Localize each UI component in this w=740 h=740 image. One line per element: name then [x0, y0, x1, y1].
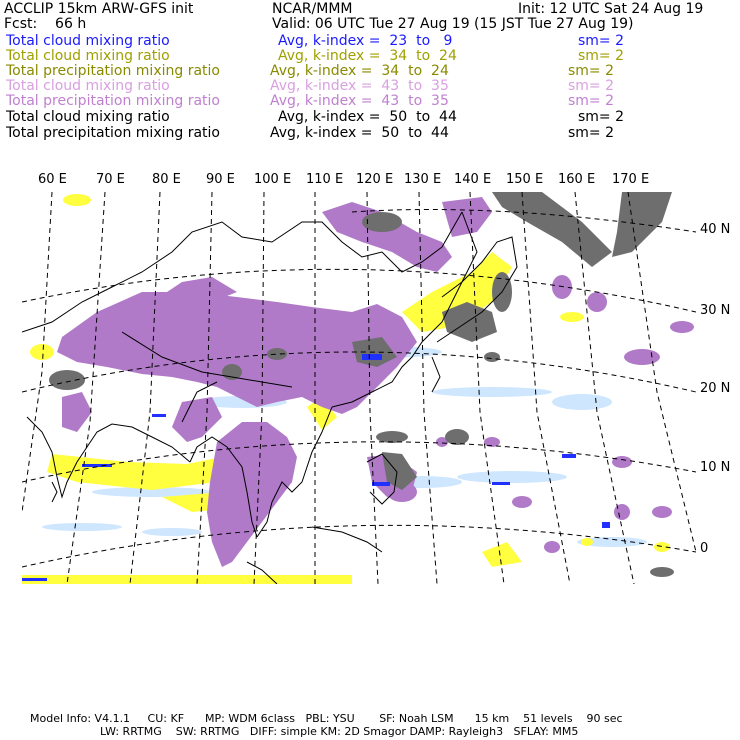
init-time: Init: 12 UTC Sat 24 Aug 19: [518, 1, 704, 17]
legend-row: [0, 79, 740, 94]
model-info-line2: LW: RRTMG SW: RRTMG DIFF: simple KM: 2D Smagor DAMP: Rayleigh3 SFLAY: MM5: [100, 725, 579, 738]
lon-label: 130 E: [404, 172, 442, 187]
lon-label: 90 E: [206, 172, 235, 187]
map-panel: [22, 192, 696, 584]
legend-field: Total cloud mixing ratio: [6, 109, 170, 125]
lon-label: 80 E: [152, 172, 181, 187]
forecast-hour: Fcst: 66 h: [4, 16, 87, 32]
legend-sm: sm= 2: [568, 63, 615, 79]
lon-label: 60 E: [38, 172, 67, 187]
legend-avg: Avg, k-index = 34 to 24: [270, 63, 449, 79]
lon-label: 120 E: [356, 172, 394, 187]
legend-avg: Avg, k-index = 43 to 35: [270, 93, 449, 109]
plot-title: ACCLIP 15km ARW-GFS init: [4, 1, 194, 17]
lon-label: 70 E: [96, 172, 125, 187]
legend-sm: sm= 2: [568, 93, 615, 109]
legend-sm: sm= 2: [578, 48, 625, 64]
legend-avg: Avg, k-index = 43 to 35: [270, 78, 449, 94]
legend-sm: sm= 2: [578, 109, 625, 125]
plot-center: NCAR/MMM: [272, 1, 353, 17]
model-info-line1: Model Info: V4.1.1 CU: KF MP: WDM 6class PBL: YSU SF: Noah LSM 15 km 51 levels 90 sec: [30, 712, 623, 725]
legend-row: [0, 49, 740, 64]
legend-avg: Avg, k-index = 34 to 24: [278, 48, 457, 64]
lon-label: 140 E: [454, 172, 492, 187]
legend-row: [0, 64, 740, 79]
legend-sm: sm= 2: [568, 78, 615, 94]
legend-field: Total cloud mixing ratio: [6, 33, 170, 49]
legend-row: [0, 126, 740, 141]
lon-label: 150 E: [506, 172, 544, 187]
lon-label: 160 E: [558, 172, 596, 187]
lat-label: 20 N: [700, 381, 731, 396]
legend-avg: Avg, k-index = 50 to 44: [278, 109, 457, 125]
lat-label: 10 N: [700, 460, 731, 475]
lon-label: 110 E: [306, 172, 344, 187]
lat-label: 0: [700, 541, 709, 556]
lon-label: 170 E: [612, 172, 650, 187]
legend-field: Total precipitation mixing ratio: [6, 63, 220, 79]
legend-row: [0, 34, 740, 49]
legend-field: Total precipitation mixing ratio: [6, 93, 220, 109]
lat-label: 30 N: [700, 303, 731, 318]
legend-field: Total cloud mixing ratio: [6, 48, 170, 64]
valid-time: Valid: 06 UTC Tue 27 Aug 19 (15 JST Tue 27 Aug 19): [272, 16, 634, 32]
legend-row: [0, 110, 740, 125]
legend-avg: Avg, k-index = 23 to 9: [278, 33, 453, 49]
legend-field: Total cloud mixing ratio: [6, 78, 170, 94]
legend-row: [0, 94, 740, 109]
legend-sm: sm= 2: [568, 125, 615, 141]
lat-label: 40 N: [700, 222, 731, 237]
legend-avg: Avg, k-index = 50 to 44: [270, 125, 449, 141]
lon-label: 100 E: [254, 172, 292, 187]
legend-field: Total precipitation mixing ratio: [6, 125, 220, 141]
legend-sm: sm= 2: [578, 33, 625, 49]
